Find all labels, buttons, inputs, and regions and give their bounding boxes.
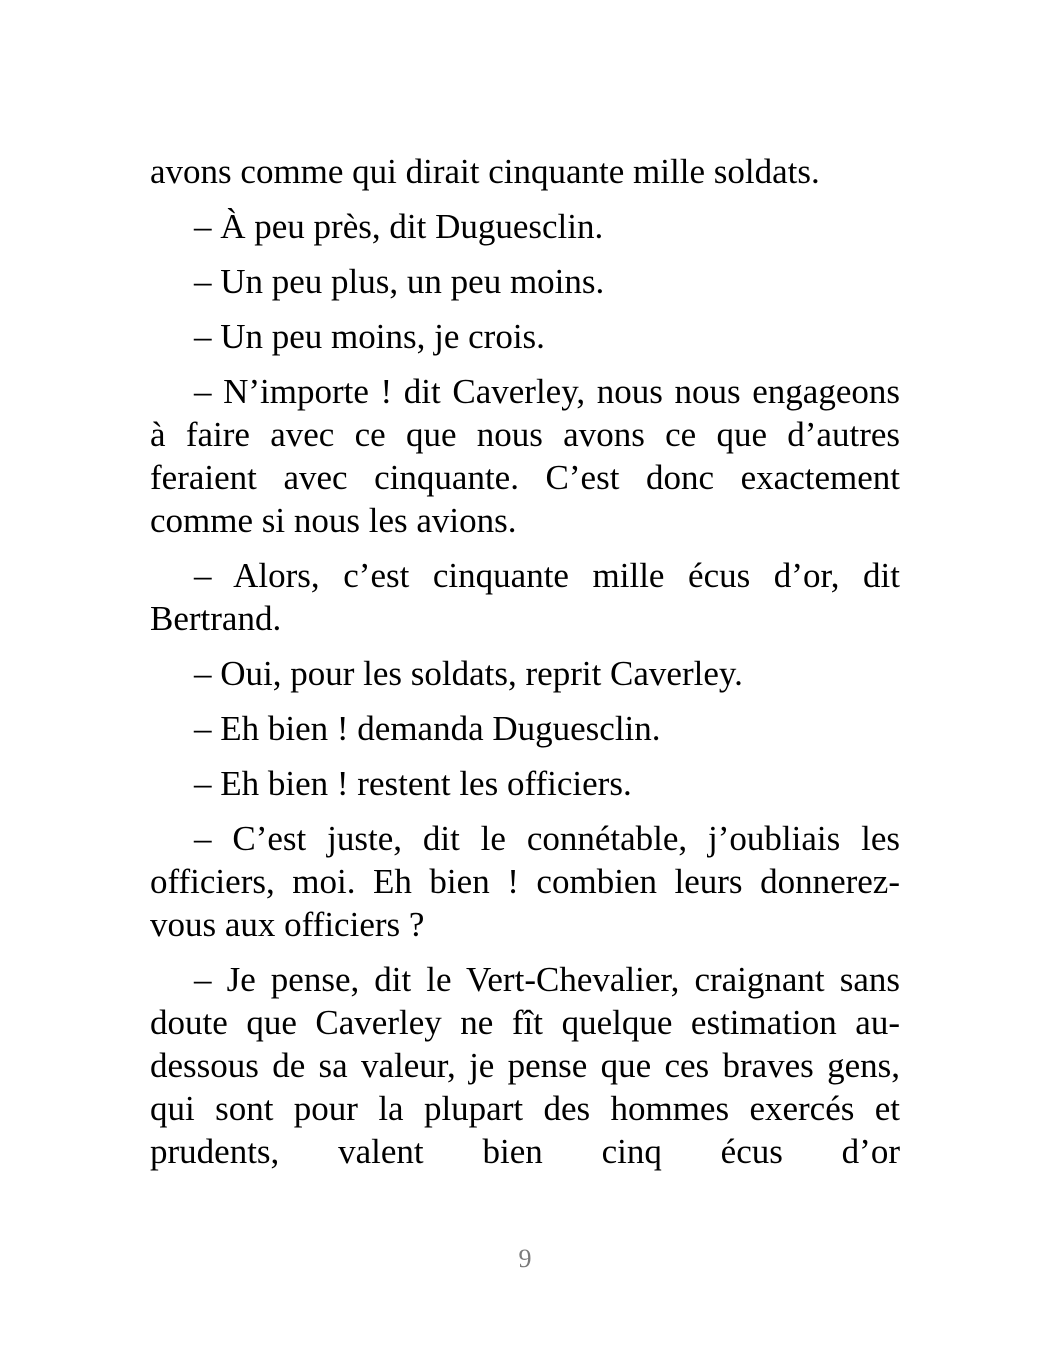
- paragraph: – Je pense, dit le Vert-Chevalier, craignant sans doute que Caverley ne fît quelque estimation au-dessous de sa valeur, je pense que ces braves gens, qui sont pour la plupart des hommes exercés et prudents, valent bien cinq écus d’or: [150, 960, 900, 1171]
- paragraph: – Eh bien ! restent les officiers.: [194, 764, 632, 803]
- paragraph: – À peu près, dit Duguesclin.: [194, 207, 604, 246]
- paragraph: – Oui, pour les soldats, reprit Caverley.: [194, 654, 743, 693]
- paragraph: – Un peu plus, un peu moins.: [194, 262, 605, 301]
- paragraph: – Un peu moins, je crois.: [194, 317, 545, 356]
- paragraph: – C’est juste, dit le connétable, j’oubliais les officiers, moi. Eh bien ! combien leurs donnerez-vous aux officiers ?: [150, 819, 900, 944]
- paragraph: – Eh bien ! demanda Duguesclin.: [194, 709, 661, 748]
- paragraph: – N’importe ! dit Caverley, nous nous engageons à faire avec ce que nous avons ce que d’autres feraient avec cinquante. C’est donc exactement comme si nous les avions.: [150, 372, 900, 540]
- page-number: 9: [518, 1244, 532, 1273]
- page-body: [150, 150, 900, 1185]
- paragraph: avons comme qui dirait cinquante mille soldats.: [150, 152, 820, 191]
- paragraph: – Alors, c’est cinquante mille écus d’or, dit Bertrand.: [150, 556, 900, 638]
